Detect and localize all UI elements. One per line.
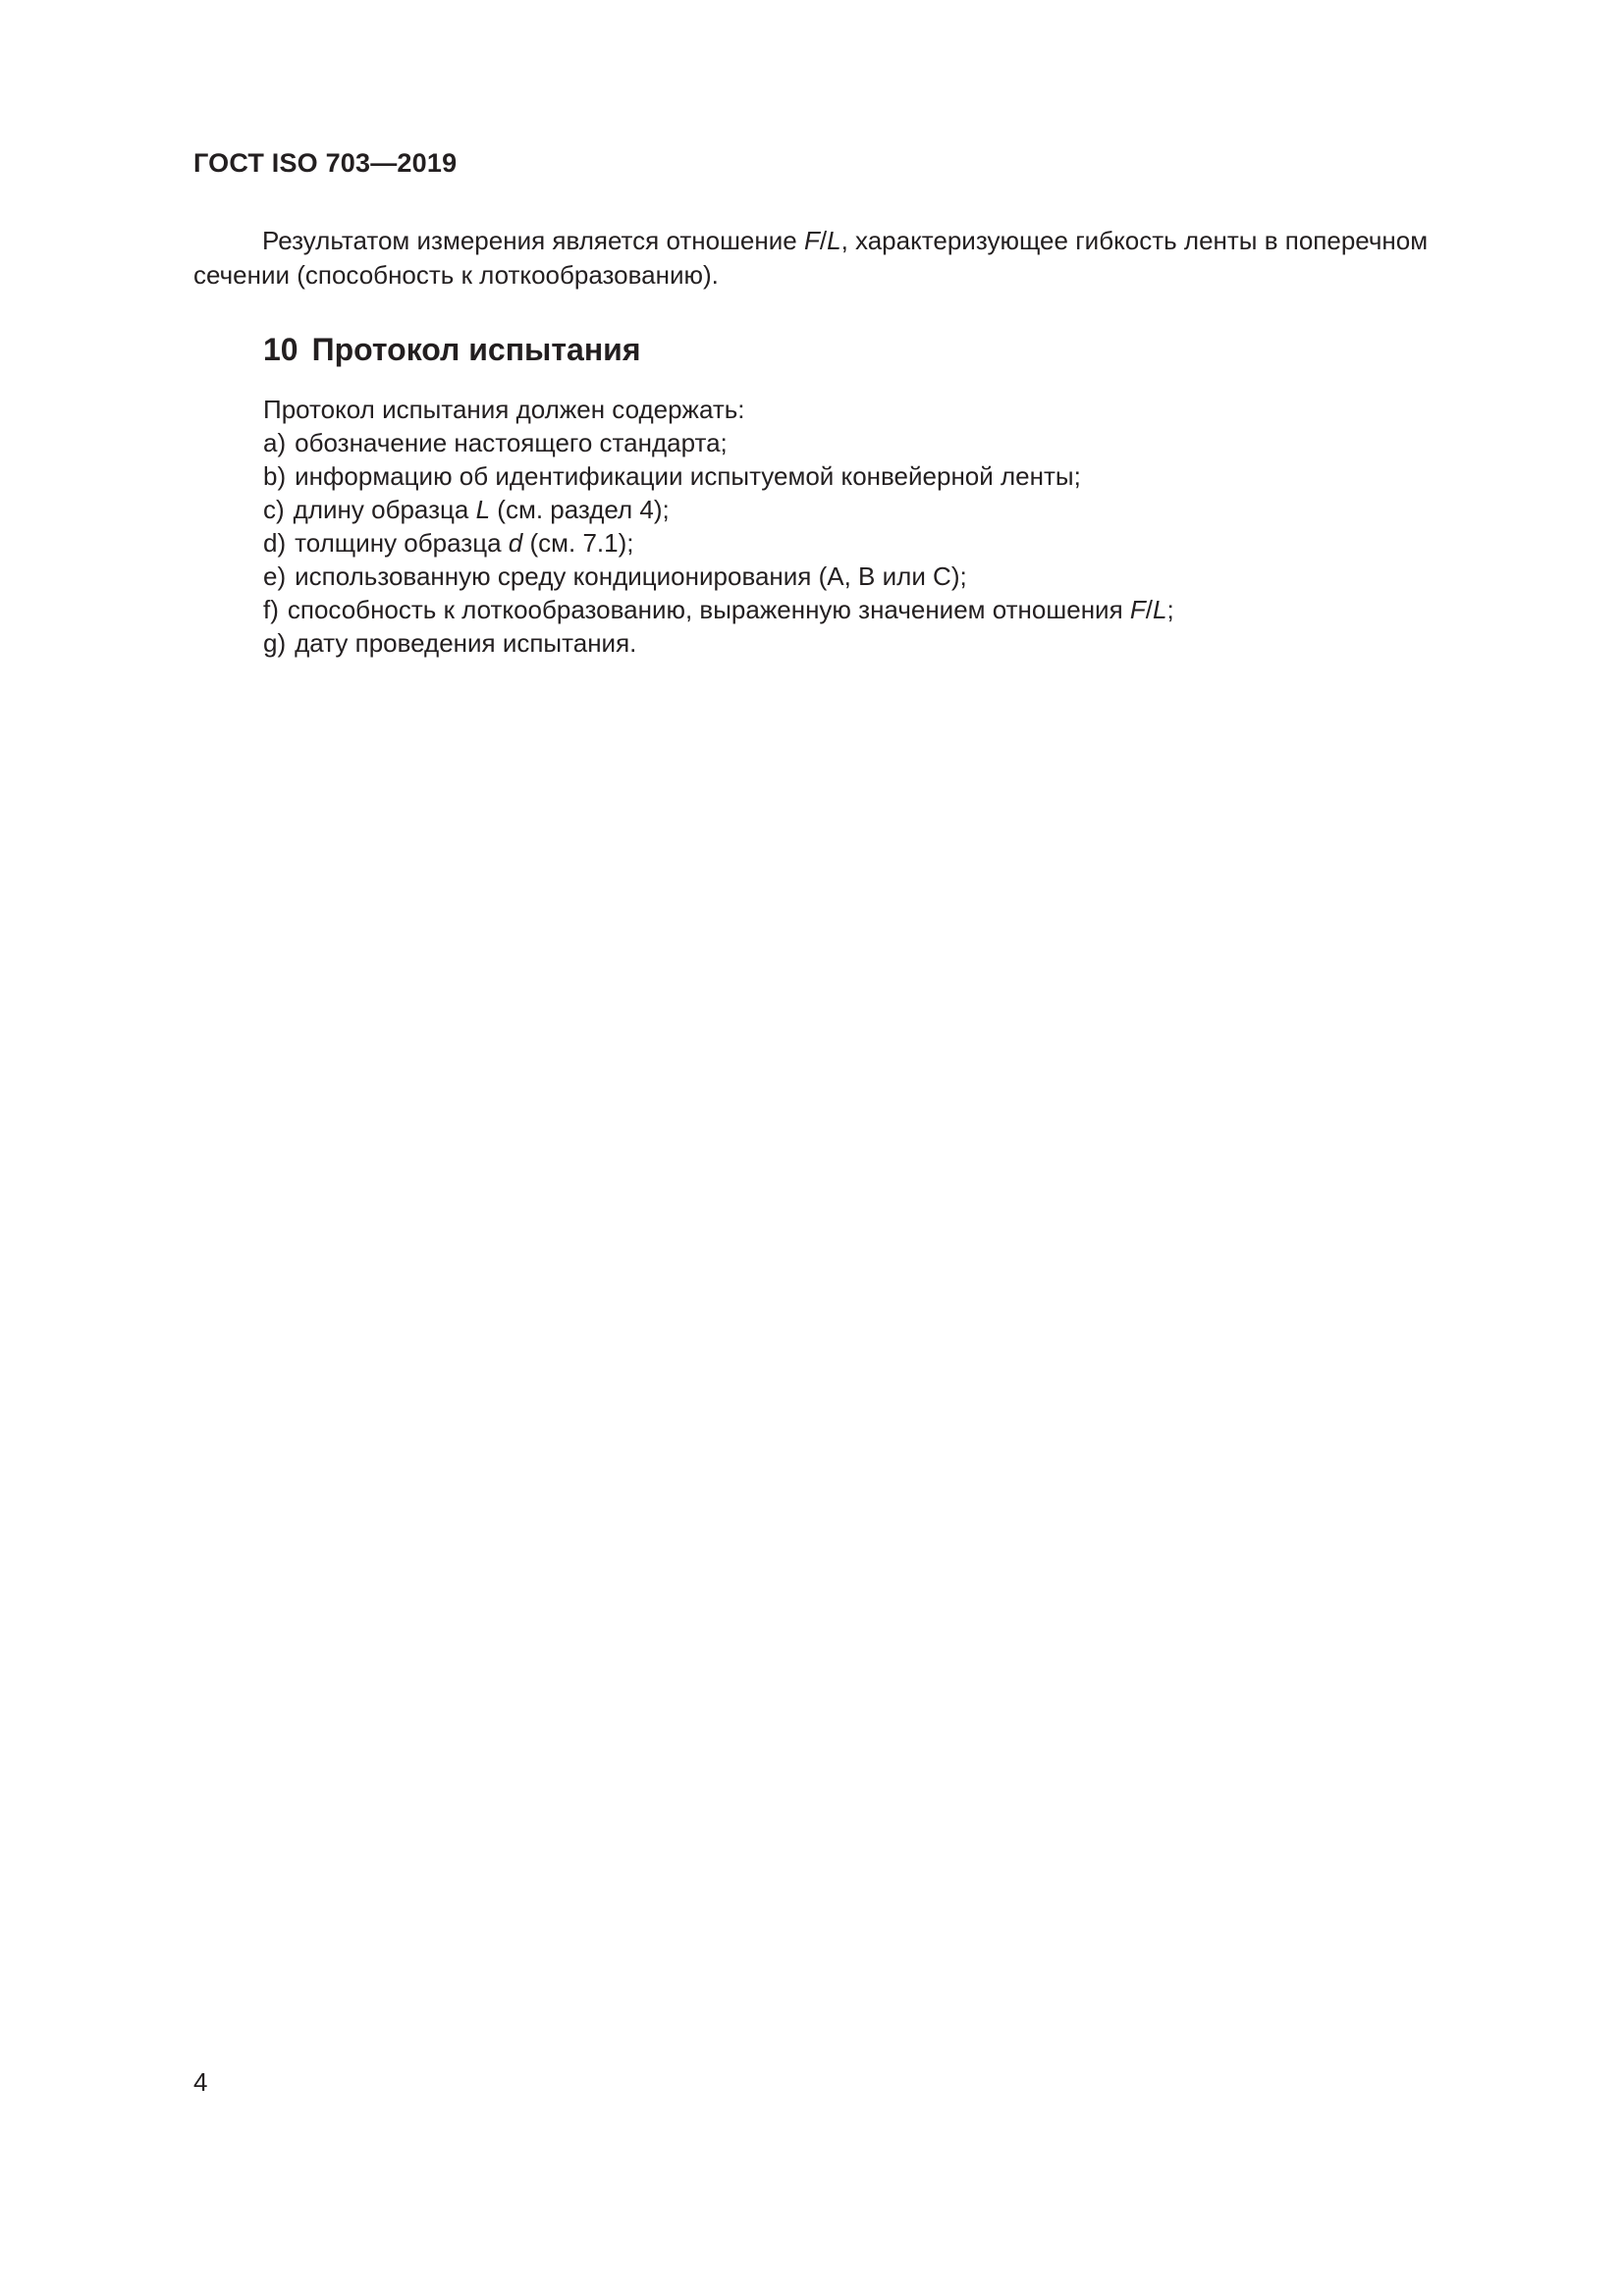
item-text: дату проведения испытания. — [295, 628, 637, 658]
item-marker: f) — [263, 595, 279, 624]
intro-text-after: , характеризующее гибкость ленты в поперечном сечении (способность к лоткообразованию). — [193, 226, 1429, 290]
item-text-post: (см. раздел 4); — [490, 495, 670, 524]
list-item — [263, 593, 1174, 626]
item-text-post: ; — [1166, 595, 1174, 624]
item-slash: / — [1145, 595, 1154, 624]
list-intro: Протокол испытания должен содержать: — [263, 395, 745, 424]
page-number: 4 — [193, 2067, 208, 2097]
intro-text-before: Результатом измерения является отношение — [262, 226, 804, 255]
requirements-list — [263, 426, 1174, 660]
intro-paragraph — [193, 224, 1529, 293]
item-variable: L — [475, 495, 491, 524]
item-text: использованную среду кондиционирования (А, В или С); — [295, 561, 967, 591]
document-code-header: ГОСТ ISO 703—2019 — [193, 148, 458, 178]
item-marker: d) — [263, 528, 287, 558]
item-marker: a) — [263, 428, 287, 457]
item-marker: g) — [263, 628, 287, 658]
item-marker: b) — [263, 461, 287, 491]
section-title: Протокол испытания — [311, 332, 641, 367]
list-item — [263, 459, 1174, 493]
section-number: 10 — [263, 332, 298, 367]
list-item — [263, 526, 1174, 560]
item-text-post: (см. 7.1); — [522, 528, 634, 558]
item-text-pre: толщину образца — [295, 528, 509, 558]
item-variable: d — [508, 528, 523, 558]
formula-f: F — [803, 226, 820, 255]
formula-l: L — [827, 226, 841, 255]
list-item — [263, 626, 1174, 660]
list-item — [263, 560, 1174, 593]
list-item — [263, 493, 1174, 526]
item-text-pre: длину образца — [293, 495, 476, 524]
item-text: обозначение настоящего стандарта; — [295, 428, 728, 457]
item-marker: c) — [263, 495, 285, 524]
section-heading — [263, 332, 641, 368]
item-marker: e) — [263, 561, 287, 591]
list-item — [263, 426, 1174, 459]
item-variable-f: F — [1129, 595, 1146, 624]
item-text: информацию об идентификации испытуемой конвейерной ленты; — [295, 461, 1081, 491]
item-variable-l: L — [1153, 595, 1167, 624]
formula-slash: / — [819, 226, 828, 255]
item-text-pre: способность к лоткообразованию, выраженную значением отношения — [287, 595, 1130, 624]
